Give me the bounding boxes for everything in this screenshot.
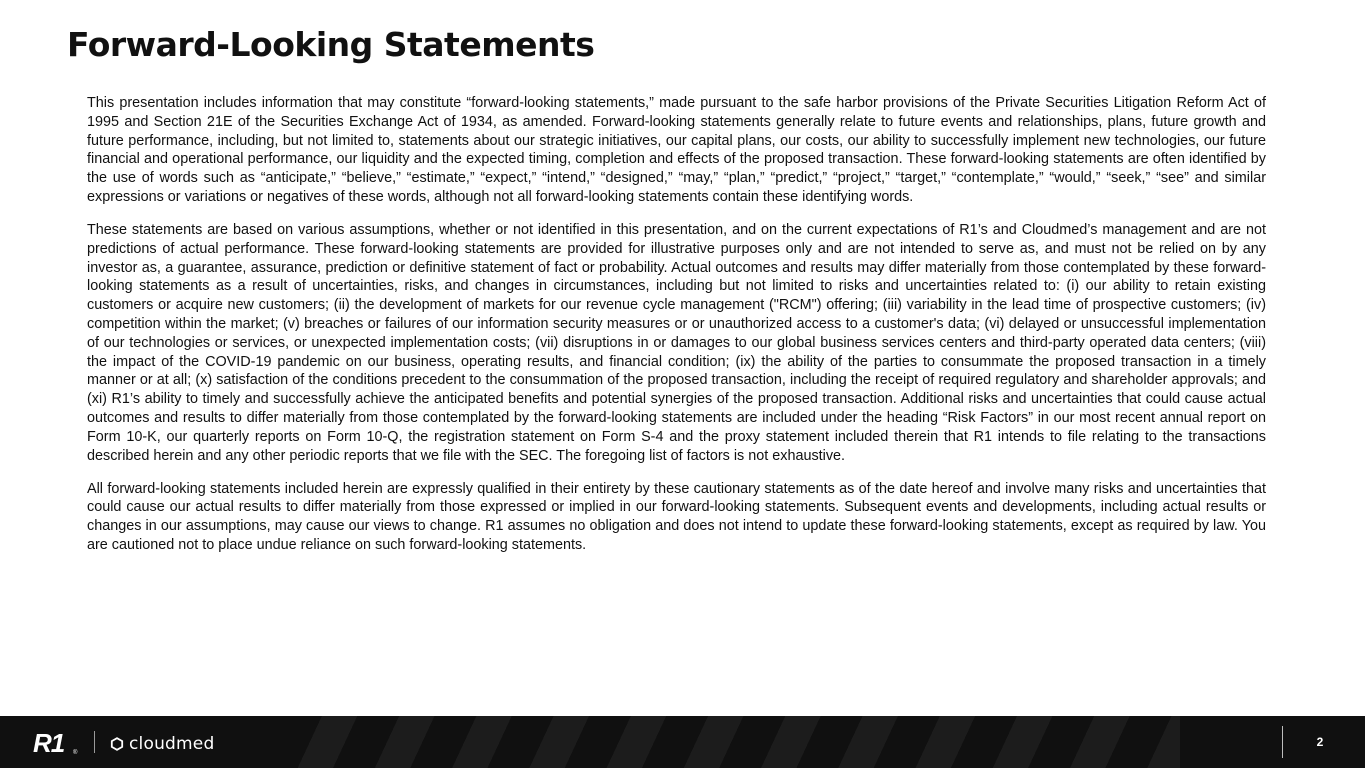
- footer-bar: [0, 716, 1365, 768]
- hexagon-ring-icon: [110, 737, 124, 751]
- page-number: 2: [1316, 735, 1324, 749]
- cloudmed-logo: [110, 735, 214, 753]
- r1-registered-mark: ®: [73, 750, 78, 756]
- body-text: [87, 94, 1266, 569]
- paragraph-cautionary: All forward-looking statements included herein are expressly qualified in their entirety by these cautionary statements as of the date hereof and involve many risks and uncertainties that could cause our actual results to differ materially from those expressed or implied in our forward-looking statements. Subsequent events and developments, including actual results or changes in our assumptions, may cause our views to change. R1 assumes no obligation and does not intend to update these forward-looking statements, except as required by law. You are cautioned not to place undue reliance on such forward-looking statements.: [87, 480, 1266, 553]
- paragraph-safe-harbor: This presentation includes information that may constitute “forward-looking statements,” made pursuant to the safe harbor provisions of the Private Securities Litigation Reform Act of 1995 and Section 21E of the Securities Exchange Act of 1934, as amended. Forward-looking statements generally relate to future events and relationships, plans, future growth and future performance, including, but not limited to, statements about our strategic initiatives, our capital plans, our costs, our ability to successfully implement new technologies, our future financial and operational performance, our liquidity and the expected timing, completion and effects of the proposed transaction. These forward-looking statements are often identified by the use of words such as “anticipate,” “believe,” “estimate,” “expect,” “intend,” “designed,” “may,” “plan,” “predict,” “project,” “target,” “contemplate,” “would,” “seek,” “see” and similar expressions or variations or negatives of these words, although not all forward-looking statements contain these identifying words.: [87, 95, 1266, 205]
- cloudmed-wordmark: cloudmed: [129, 734, 215, 754]
- page-number-divider: [1282, 726, 1283, 758]
- r1-logo: R1: [33, 728, 65, 758]
- logo-divider: [94, 731, 95, 753]
- page-title: Forward-Looking Statements: [67, 25, 595, 64]
- paragraph-risk-factors: These statements are based on various assumptions, whether or not identified in this presentation, and on the current expectations of R1’s and Cloudmed’s management and are not predictions of actual performance. These forward-looking statements are provided for illustrative purposes only and are not intended to serve as, and must not be relied on by any investor as, a guarantee, assurance, prediction or definitive statement of fact or probability. Actual outcomes and results may differ materially from those contemplated by these forward-looking statements as a result of uncertainties, risks, and changes in circumstances, including but not limited to risks and uncertainties related to: (i) our ability to retain existing customers or acquire new customers; (ii) the development of markets for our revenue cycle management ("RCM") offering; (iii) variability in the lead time of prospective customers; (iv) competition within the market; (v) breaches or failures of our information security measures or or unauthorized access to a customer's data; (vi) delayed or unsuccessful implementation of our technologies or services, or unexpected implementation costs; (vii) disruptions in or damages to our global business services centers and third-party operated data centers; (viii) the impact of the COVID-19 pandemic on our business, operating results, and financial condition; (ix) the ability of the parties to consummate the proposed transaction in a timely manner or at all; (x) satisfaction of the conditions precedent to the consummation of the proposed transaction, including the receipt of required regulatory and shareholder approvals; and (xi) R1’s ability to timely and successfully achieve the anticipated benefits and potential synergies of the proposed transaction. Additional risks and uncertainties that could cause actual outcomes and results to differ materially from those contemplated by the forward-looking statements are included under the heading “Risk Factors” in our most recent annual report on Form 10-K, our quarterly reports on Form 10-Q, the registration statement on Form S-4 and the proxy statement included therein that R1 intends to file relating to the transactions described herein and any other periodic reports that we file with the SEC. The foregoing list of factors is not exhaustive.: [87, 221, 1266, 464]
- footer-stripe-pattern: [280, 716, 1180, 768]
